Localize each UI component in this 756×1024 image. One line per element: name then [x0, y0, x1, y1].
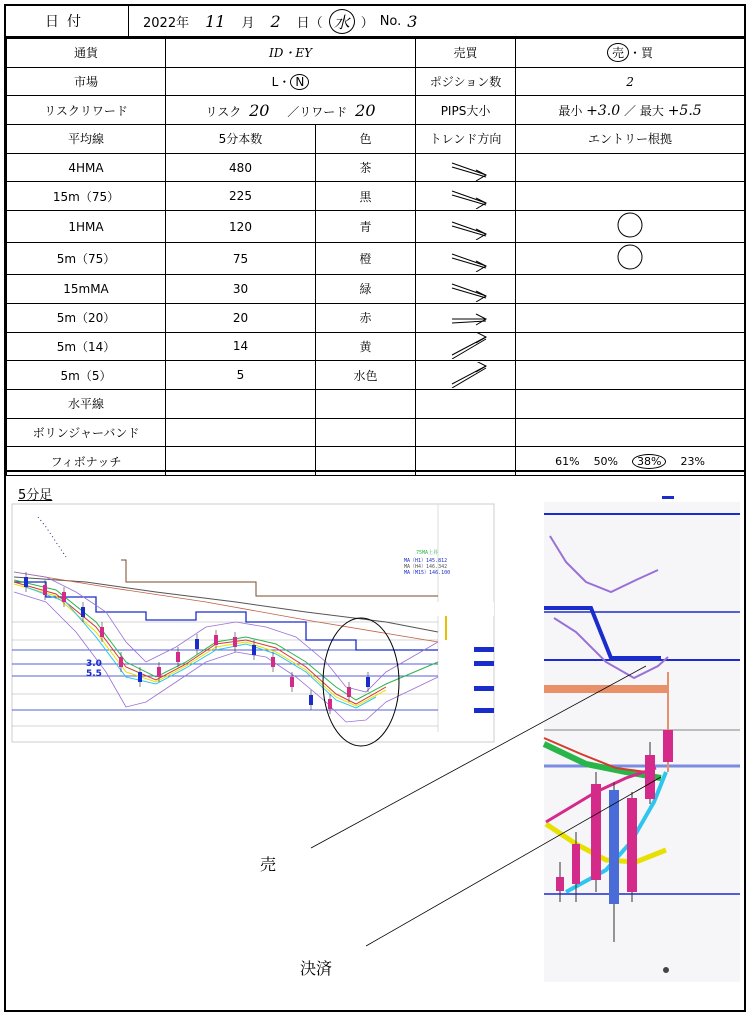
ma-entry — [516, 303, 745, 332]
rr-label: リスクリワード — [7, 96, 166, 125]
candle — [347, 687, 351, 697]
ma-trend — [416, 275, 516, 304]
zoom-orange-band — [544, 685, 668, 693]
ma-name: 1HMA — [7, 211, 166, 243]
entry-circle-icon — [610, 211, 650, 239]
market-n: N — [290, 74, 309, 90]
ma-entry — [516, 153, 745, 182]
legend-m15: MA（M15）146.100 — [404, 570, 451, 576]
settle-label: 決済 — [300, 959, 333, 978]
ma-color: 青 — [316, 211, 416, 243]
fibo-38: 38% — [632, 454, 666, 469]
trend-arrow-icon — [436, 305, 496, 331]
candle — [271, 657, 275, 667]
market-l: L・ — [271, 75, 291, 90]
price-tag — [474, 661, 494, 666]
fibo-50: 50% — [593, 454, 619, 468]
zoom-candle — [645, 755, 655, 799]
ma-count: 225 — [166, 182, 316, 211]
ma-count: 120 — [166, 211, 316, 243]
ma-row — [7, 275, 745, 304]
no-value: 3 — [407, 11, 418, 31]
candle — [252, 645, 256, 655]
avg-header: 平均線 — [7, 125, 166, 154]
ma-name: 15m（75） — [7, 182, 166, 211]
trend-arrow-icon — [436, 276, 496, 302]
trade-label: 売買 — [416, 39, 516, 68]
candle — [366, 677, 370, 687]
month-label: 月 — [241, 15, 255, 31]
entry-header: エントリー根拠 — [516, 125, 745, 154]
zoom-candle — [609, 790, 619, 904]
pips-value — [516, 96, 745, 125]
candle — [195, 639, 199, 649]
month-value: 11 — [205, 11, 226, 31]
trade-buy: 買 — [641, 46, 654, 61]
legend-h1: MA（H1）145.812 — [404, 558, 448, 564]
trade-dot: ・ — [629, 46, 642, 61]
trend-arrow-icon — [436, 183, 496, 209]
ma-entry — [516, 361, 745, 390]
ma-count: 5 — [166, 361, 316, 390]
ma-color: 水色 — [316, 361, 416, 390]
sell-label: 売 — [260, 855, 277, 874]
ma-count: 75 — [166, 243, 316, 275]
fibo-23: 23% — [680, 454, 705, 468]
position-value: 2 — [516, 67, 745, 96]
horizontal-label: 水平線 — [7, 389, 166, 418]
legend-title: 75MA上昇 — [416, 550, 439, 556]
ma-trend — [416, 243, 516, 275]
entry-circle-icon — [610, 243, 650, 271]
ma-trend — [416, 303, 516, 332]
candle — [328, 699, 332, 709]
pips-min-value: +3.0 — [586, 102, 621, 119]
zoom-marker-top — [662, 496, 674, 499]
ma-trend — [416, 211, 516, 243]
ma-entry — [516, 182, 745, 211]
zoom-candle — [663, 730, 673, 762]
zoom-candle — [627, 798, 637, 892]
ma-color: 緑 — [316, 275, 416, 304]
zoom-candle — [556, 877, 564, 891]
ma-name: 5m（20） — [7, 303, 166, 332]
price-tag — [474, 708, 494, 713]
count-header: 5分本数 — [166, 125, 316, 154]
price-tag — [474, 686, 494, 691]
trend-arrow-icon — [436, 362, 496, 388]
rr-value — [166, 96, 416, 125]
ma-name: 4HMA — [7, 153, 166, 182]
ma-name: 5m（14） — [7, 332, 166, 361]
zoom-panel — [544, 502, 740, 982]
ma-color: 黄 — [316, 332, 416, 361]
ma-name: 5m（75） — [7, 243, 166, 275]
date-header — [6, 6, 744, 38]
date-label: 日付 — [6, 6, 129, 36]
legend-h4: MA（H4）146.342 — [404, 564, 448, 570]
trend-arrow-icon — [436, 155, 496, 181]
trade-sheet — [6, 38, 745, 476]
candle — [100, 627, 104, 637]
chart-section — [6, 470, 744, 1012]
ma-row — [7, 182, 745, 211]
trend-arrow-icon — [436, 246, 496, 272]
year-label: 2022年 — [143, 15, 190, 31]
zoom-marker-dot — [663, 967, 669, 973]
ma-name: 5m（5） — [7, 361, 166, 390]
day-value: 2 — [270, 11, 281, 31]
ma-entry — [516, 211, 745, 243]
ma-trend — [416, 361, 516, 390]
currency-label: 通貨 — [7, 39, 166, 68]
close-paren: ） — [360, 15, 374, 31]
pips-max-value: +5.5 — [667, 102, 702, 119]
ma-row — [7, 303, 745, 332]
legend-bg — [402, 602, 494, 616]
pips-label: PIPS大小 — [416, 96, 516, 125]
ma-name: 15mMA — [7, 275, 166, 304]
ma-row — [7, 153, 745, 182]
pips-min-label: 最小 — [558, 103, 583, 118]
currency-value: ID・EY — [166, 39, 416, 68]
ma-color: 茶 — [316, 153, 416, 182]
risk-label: リスク — [205, 104, 242, 119]
trend-arrow-icon — [436, 214, 496, 240]
no-label: No. — [379, 13, 402, 29]
pips-sep: ／ — [624, 103, 637, 118]
ma-color: 橙 — [316, 243, 416, 275]
ma-entry — [516, 332, 745, 361]
candle — [43, 585, 47, 595]
day-label: 日（ — [296, 15, 323, 31]
candle — [176, 652, 180, 662]
ma-row — [7, 243, 745, 275]
candle — [157, 667, 161, 677]
level-5-label: 5.5 — [86, 669, 102, 679]
ma-count: 480 — [166, 153, 316, 182]
ma-trend — [416, 332, 516, 361]
candle — [119, 657, 123, 667]
candle — [81, 607, 85, 617]
price-tag — [474, 647, 494, 652]
pips-max-label: 最大 — [639, 103, 664, 118]
ma-color: 赤 — [316, 303, 416, 332]
fibo-61: 61% — [555, 454, 580, 468]
candle — [309, 695, 313, 705]
ma-count: 30 — [166, 275, 316, 304]
candle — [138, 672, 142, 682]
trade-value — [516, 39, 745, 68]
ma-row — [7, 361, 745, 390]
candle — [62, 592, 66, 602]
ma-entry — [516, 275, 745, 304]
ma-color: 黒 — [316, 182, 416, 211]
level-3-label: 3.0 — [86, 659, 102, 669]
fibo-label: フィボナッチ — [7, 447, 166, 476]
position-label: ポジション数 — [416, 67, 516, 96]
zoom-candle — [591, 784, 601, 880]
ma-trend — [416, 182, 516, 211]
reward-label: ／リワード — [287, 104, 348, 119]
reward-value: 20 — [355, 100, 376, 120]
market-label: 市場 — [7, 67, 166, 96]
candle — [290, 677, 294, 687]
weekday-value: 水 — [329, 9, 355, 34]
trend-arrow-icon — [436, 333, 496, 359]
bollinger-label: ボリンジャーバンド — [7, 418, 166, 447]
trend-header: トレンド方向 — [416, 125, 516, 154]
chart-section-label: 5分足 — [18, 488, 53, 503]
ma-count: 20 — [166, 303, 316, 332]
candle — [24, 577, 28, 587]
market-value — [166, 67, 416, 96]
candle — [214, 635, 218, 645]
trade-sell: 売 — [607, 43, 629, 62]
ma-entry — [516, 243, 745, 275]
ma-row — [7, 211, 745, 243]
color-header: 色 — [316, 125, 416, 154]
ma-row — [7, 332, 745, 361]
ma-count: 14 — [166, 332, 316, 361]
candle — [233, 637, 237, 647]
date-value — [129, 6, 744, 36]
zoom-candle — [572, 844, 580, 884]
chart-svg — [6, 472, 744, 1012]
risk-value: 20 — [249, 100, 270, 120]
ma-trend — [416, 153, 516, 182]
